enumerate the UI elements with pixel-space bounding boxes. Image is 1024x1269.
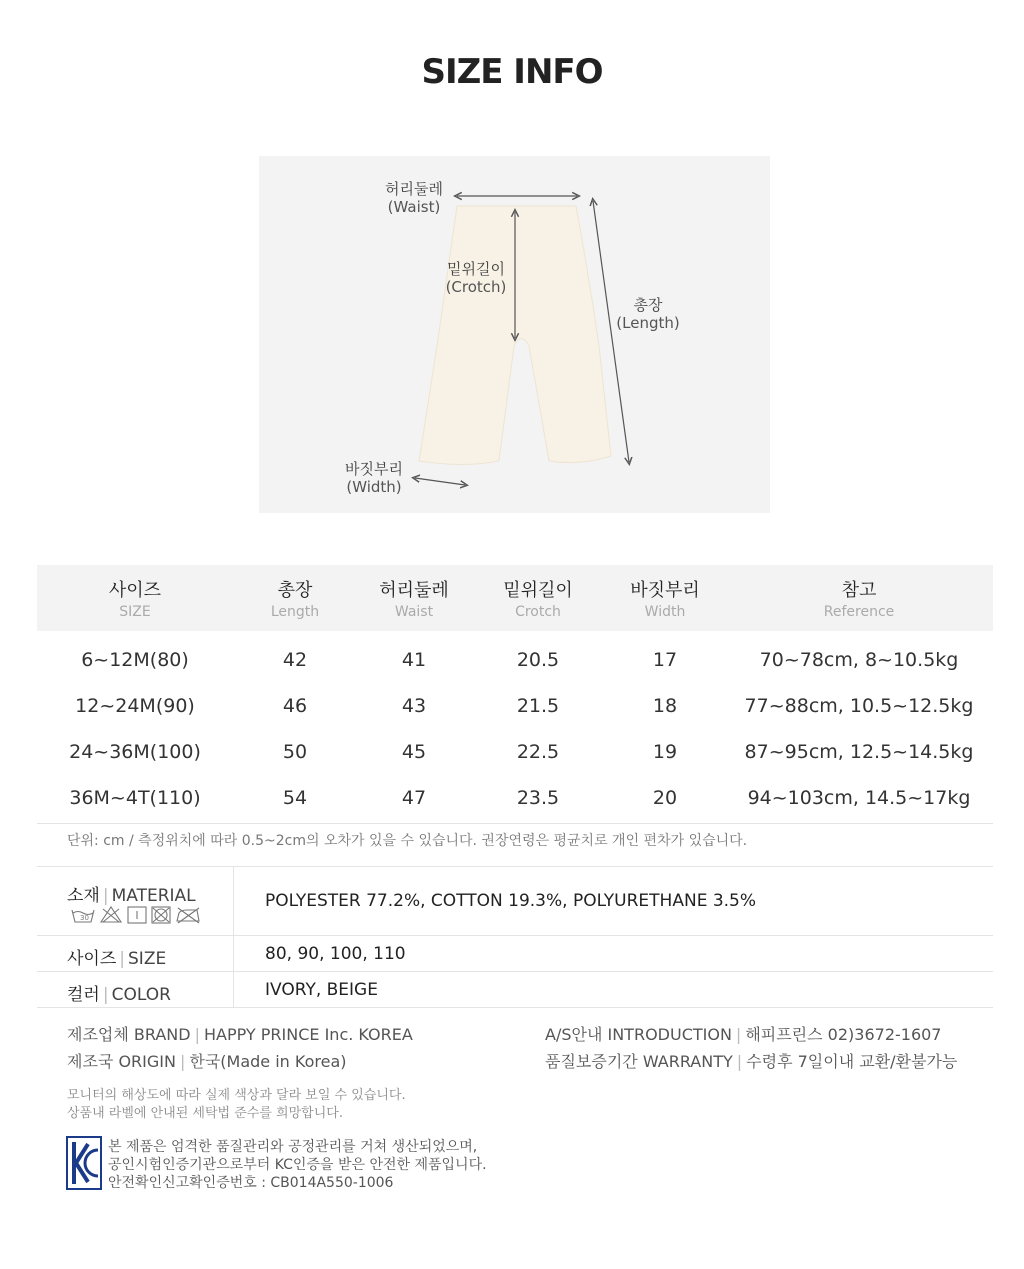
material-label-ko: 소재	[67, 886, 100, 906]
size-label: 사이즈 | SIZE	[67, 949, 167, 969]
cell-length: 50	[282, 741, 308, 763]
size-label-en: SIZE	[128, 949, 167, 969]
no-tumble-dry-icon	[152, 907, 170, 923]
color-label: 컬러 | COLOR	[67, 985, 171, 1005]
table-header-row	[37, 565, 993, 631]
crotch-label-en: (Crotch)	[445, 278, 507, 296]
width-label	[329, 460, 419, 496]
warranty-label: 품질보증기간 WARRANTY	[545, 1052, 733, 1071]
cell-crotch: 22.5	[516, 741, 560, 763]
cell-waist: 45	[401, 741, 427, 763]
header-size-en: SIZE	[119, 604, 151, 620]
cell-size: 36M~4T(110)	[69, 787, 201, 809]
kc-line-3: 안전확인신고확인증번호 : CB014A550-1006	[108, 1175, 394, 1191]
no-iron-icon	[177, 908, 199, 923]
header-waist-ko: 허리둘레	[379, 580, 449, 601]
header-width-ko: 바짓부리	[630, 580, 700, 601]
brand-value: HAPPY PRINCE Inc. KOREA	[203, 1025, 413, 1044]
header-waist-en: Waist	[394, 604, 434, 620]
divider	[37, 935, 993, 936]
cell-crotch: 21.5	[516, 695, 560, 717]
header-reference	[725, 565, 993, 631]
monitor-note: 모니터의 해상도에 따라 실제 색상과 달라 보일 수 있습니다.	[67, 1088, 406, 1103]
page-title: SIZE INFO	[421, 52, 603, 92]
brand-label: 제조업체 BRAND	[67, 1025, 191, 1044]
cell-width: 18	[652, 695, 678, 717]
header-width-en: Width	[644, 604, 686, 620]
material-value: POLYESTER 77.2%, COTTON 19.3%, POLYURETHANE 3.5%	[265, 891, 757, 911]
cell-length: 42	[282, 649, 308, 671]
size-diagram	[259, 156, 770, 513]
no-bleach-icon	[101, 907, 121, 922]
origin-line: 제조국 ORIGIN | 한국(Made in Korea)	[67, 1052, 347, 1071]
cell-width: 20	[652, 787, 678, 809]
waist-label-en: (Waist)	[387, 198, 441, 216]
width-label-ko: 바짓부리	[345, 460, 403, 478]
kc-line-2: 공인시험인증기관으로부터 KC인증을 받은 안전한 제품입니다.	[108, 1157, 487, 1173]
waist-label-ko: 허리둘레	[385, 180, 443, 198]
warranty-value: 수령후 7일이내 교환/환불가능	[746, 1052, 958, 1071]
header-reference-en: Reference	[823, 604, 895, 620]
cell-waist: 47	[401, 787, 427, 809]
cell-size: 12~24M(90)	[75, 695, 195, 717]
cell-reference: 87~95cm, 12.5~14.5kg	[744, 741, 974, 763]
cell-width: 19	[652, 741, 678, 763]
color-label-ko: 컬러	[67, 985, 100, 1005]
as-value: 해피프린스 02)3672-1607	[745, 1025, 942, 1044]
header-length-ko: 총장	[277, 580, 313, 601]
cell-reference: 77~88cm, 10.5~12.5kg	[744, 695, 974, 717]
cell-waist: 43	[401, 695, 427, 717]
header-crotch-ko: 밑위길이	[503, 580, 573, 601]
size-value: 80, 90, 100, 110	[265, 944, 406, 964]
cell-size: 6~12M(80)	[81, 649, 189, 671]
cell-reference: 70~78cm, 8~10.5kg	[759, 649, 959, 671]
divider	[37, 971, 993, 972]
brand-line: 제조업체 BRAND | HAPPY PRINCE Inc. KOREA	[67, 1025, 413, 1044]
color-label-en: COLOR	[111, 985, 171, 1005]
cell-length: 54	[282, 787, 308, 809]
header-size-ko: 사이즈	[108, 580, 162, 601]
width-label-en: (Width)	[346, 478, 402, 496]
material-label: 소재 | MATERIAL	[67, 886, 196, 906]
kc-mark-icon	[66, 1136, 102, 1190]
size-label-ko: 사이즈	[67, 949, 117, 969]
info-divider	[233, 867, 234, 1007]
as-line: A/S안내 INTRODUCTION | 해피프린스 02)3672-1607	[545, 1025, 942, 1044]
header-size	[37, 565, 233, 631]
warranty-line: 품질보증기간 WARRANTY | 수령후 7일이내 교환/환불가능	[545, 1052, 958, 1071]
color-value: IVORY, BEIGE	[265, 980, 378, 1000]
cell-crotch: 23.5	[516, 787, 560, 809]
care-icons	[71, 905, 203, 925]
header-length-en: Length	[270, 604, 320, 620]
svg-text:30: 30	[80, 914, 89, 922]
width-arrow	[415, 478, 465, 485]
cell-crotch: 20.5	[516, 649, 560, 671]
material-label-en: MATERIAL	[111, 886, 196, 906]
cell-length: 46	[282, 695, 308, 717]
divider	[37, 823, 993, 824]
cell-reference: 94~103cm, 14.5~17kg	[747, 787, 971, 809]
header-length	[233, 565, 357, 631]
divider	[37, 1007, 993, 1008]
origin-value: 한국(Made in Korea)	[189, 1052, 347, 1071]
as-label: A/S안내 INTRODUCTION	[545, 1025, 732, 1044]
table-row	[37, 683, 993, 729]
wash-icon	[72, 910, 94, 922]
header-crotch	[471, 565, 605, 631]
header-width	[605, 565, 725, 631]
table-row	[37, 729, 993, 775]
length-label	[603, 296, 693, 332]
origin-label: 제조국 ORIGIN	[67, 1052, 176, 1071]
header-crotch-en: Crotch	[515, 604, 561, 620]
measurement-note: 단위: cm / 측정위치에 따라 0.5~2cm의 오차가 있을 수 있습니다. 권장연령은 평균치로 개인 편차가 있습니다.	[67, 833, 748, 849]
waist-label	[369, 180, 459, 216]
dry-icon	[128, 907, 146, 923]
size-table	[37, 565, 993, 821]
crotch-label-ko: 밑위길이	[447, 260, 505, 278]
label-note: 상품내 라벨에 안내된 세탁법 준수를 희망합니다.	[67, 1106, 343, 1121]
table-row	[37, 631, 993, 683]
divider	[37, 866, 993, 867]
cell-size: 24~36M(100)	[69, 741, 201, 763]
cell-width: 17	[652, 649, 678, 671]
cell-waist: 41	[401, 649, 427, 671]
kc-line-1: 본 제품은 엄격한 품질관리와 공정관리를 거쳐 생산되었으며,	[108, 1139, 478, 1155]
header-reference-ko: 참고	[841, 580, 877, 601]
length-label-ko: 총장	[633, 296, 663, 314]
length-label-en: (Length)	[616, 314, 680, 332]
header-waist	[357, 565, 471, 631]
crotch-label	[431, 260, 521, 296]
table-row	[37, 775, 993, 821]
